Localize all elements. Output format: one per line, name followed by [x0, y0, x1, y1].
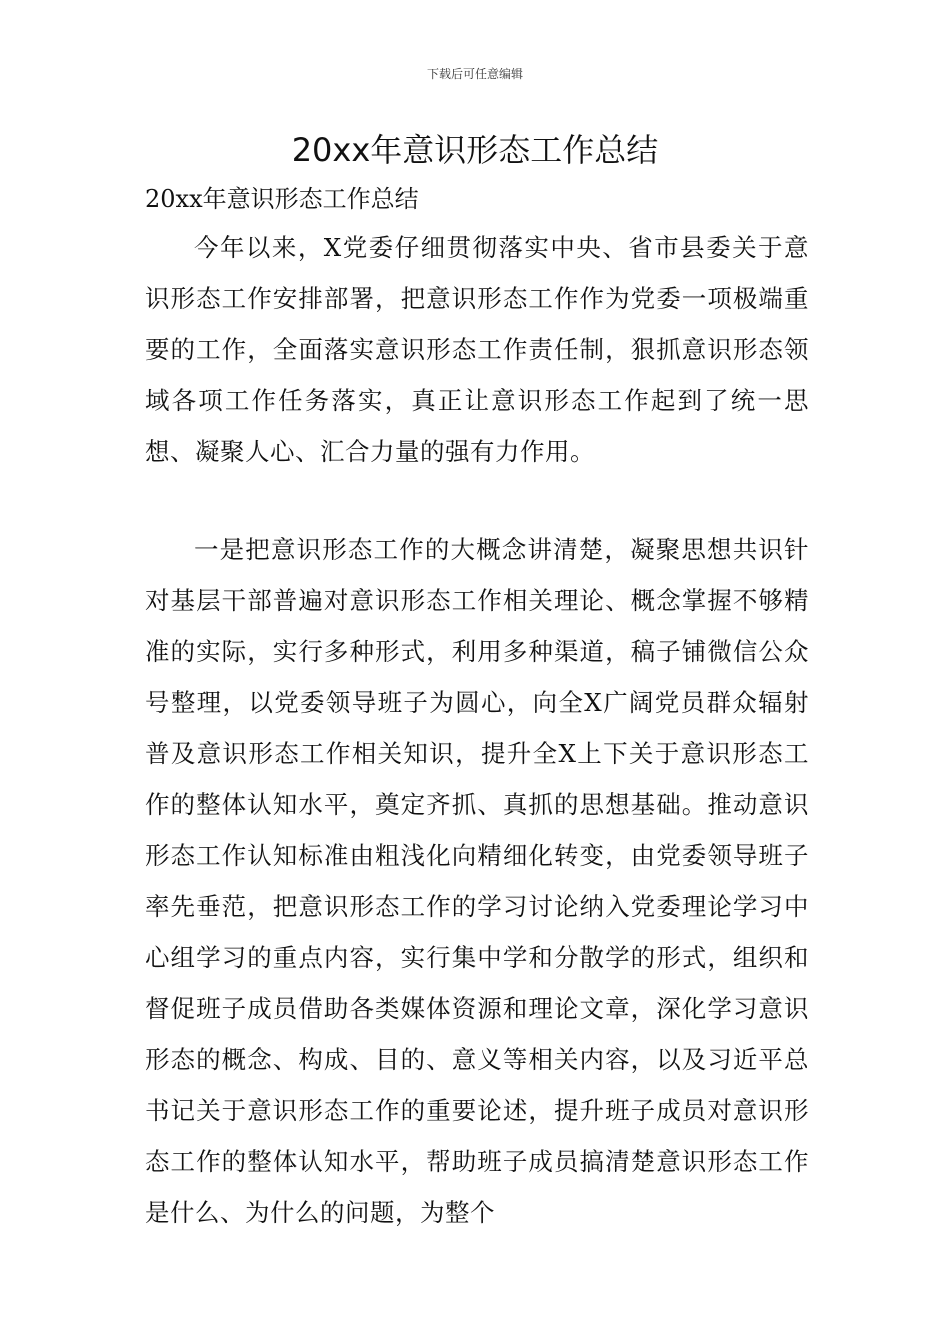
body-paragraph: 今年以来，X党委仔细贯彻落实中央、省市县委关于意识形态工作安排部署，把意识形态工作作为党委一项极端重要的工作，全面落实意识形态工作责任制，狠抓意识形态领域各项工作任务落实，真正让意识形态工作起到了统一思想、凝聚人心、汇合力量的强有力作用。 — [145, 233, 809, 466]
document-title: 20xx年意识形态工作总结 — [291, 131, 659, 169]
body-paragraph: 一是把意识形态工作的大概念讲清楚，凝聚思想共识针对基层干部普遍对意识形态工作相关理论、概念掌握不够精准的实际，实行多种形式，利用多种渠道，稿子铺微信公众号整理，以党委领导班子为圆心，向全X广阔党员群众辐射普及意识形态工作相关知识，提升全X上下关于意识形态工作的整体认知水平，奠定齐抓、真抓的思想基础。推动意识形态工作认知标准由粗浅化向精细化转变，由党委领导班子率先垂范，把意识形态工作的学习讨论纳入党委理论学习中心组学习的重点内容，实行集中学和分散学的形式，组织和督促班子成员借助各类媒体资源和理论文章，深化学习意识形态的概念、构成、目的、意义等相关内容，以及习近平总书记关于意识形态工作的重要论述，提升班子成员对意识形态工作的整体认知水平，帮助班子成员搞清楚意识形态工作是什么、为什么的问题，为整个 — [145, 535, 809, 1227]
document-subtitle: 20xx年意识形态工作总结 — [145, 185, 419, 213]
header-note: 下载后可任意编辑 — [426, 67, 523, 81]
